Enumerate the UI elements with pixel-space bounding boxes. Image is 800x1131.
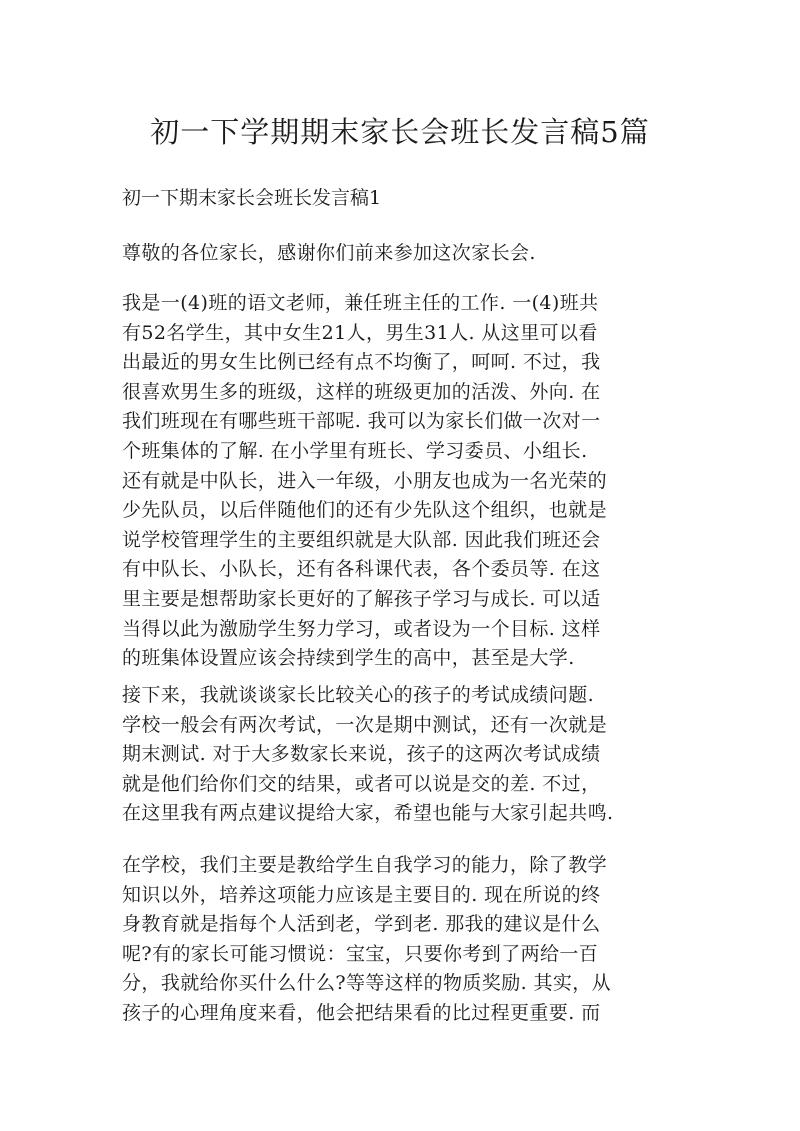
text-line: 接下来，我就谈谈家长比较关心的孩子的考试成绩问题.: [122, 684, 595, 706]
paragraph-greeting: [122, 239, 678, 269]
text-line: 的班集体设置应该会持续到学生的高中，甚至是大学.: [122, 647, 575, 670]
paragraph-self-learning: [122, 851, 678, 1029]
paragraph-class-introduction: [122, 289, 678, 674]
text-line: 在这里我有两点建议提给大家，希望也能与大家引起共鸣.: [122, 802, 614, 825]
text-line: 个班集体的了解. 在小学里有班长、学习委员、小组长.: [122, 439, 588, 462]
text-line: 我是一(4)班的语文老师，兼任班主任的工作. 一(4)班共: [122, 292, 599, 314]
text-line: 孩子的心理角度来看，他会把结果看的比过程更重要. 而: [122, 1001, 601, 1024]
text-line: 就是他们给你们交的结果，或者可以说是交的差. 不过，: [122, 772, 601, 795]
text-line: 当得以此为激励学生努力学习，或者设为一个目标. 这样: [122, 617, 601, 640]
text-line: 还有就是中队长，进入一年级，小朋友也成为一名光荣的: [122, 469, 608, 492]
section-subtitle: 初一下期末家长会班长发言稿1: [122, 187, 382, 209]
text-line: 身教育就是指每个人活到老，学到老. 那我的建议是什么: [122, 913, 601, 936]
paragraph-exam-results: [122, 681, 678, 829]
text-line: 在学校，我们主要是教给学生自我学习的能力，除了教学: [122, 854, 608, 876]
text-line: 有中队长、小队长，还有各科课代表，各个委员等. 在这: [122, 558, 601, 581]
text-line: 知识以外，培养这项能力应该是主要目的. 现在所说的终: [122, 883, 601, 906]
text-line: 我们班现在有哪些班干部呢. 我可以为家长们做一次对一: [122, 410, 601, 433]
text-line: 呢?有的家长可能习惯说：宝宝，只要你考到了两给一百: [122, 942, 599, 965]
document-title: 初一下学期期末家长会班长发言稿5篇: [150, 115, 650, 149]
text-line: 分，我就给你买什么什么?等等这样的物质奖励. 其实，从: [122, 972, 612, 995]
text-line: 出最近的男女生比例已经有点不均衡了，呵呵. 不过，我: [122, 351, 601, 374]
text-line: 很喜欢男生多的班级，这样的班级更加的活泼、外向. 在: [122, 380, 601, 403]
text-line: 期末测试. 对于大多数家长来说，孩子的这两次考试成绩: [122, 743, 601, 766]
text-line: 少先队员，以后伴随他们的还有少先队这个组织，也就是: [122, 499, 608, 522]
text-line: 里主要是想帮助家长更好的了解孩子学习与成长. 可以适: [122, 587, 601, 610]
text-line: 学校一般会有两次考试，一次是期中测试，还有一次就是: [122, 713, 608, 736]
text-line: 尊敬的各位家长，感谢你们前来参加这次家长会.: [122, 242, 536, 264]
text-line: 说学校管理学生的主要组织就是大队部. 因此我们班还会: [122, 528, 601, 551]
text-line: 有52名学生，其中女生21人，男生31人. 从这里可以看: [122, 321, 598, 344]
